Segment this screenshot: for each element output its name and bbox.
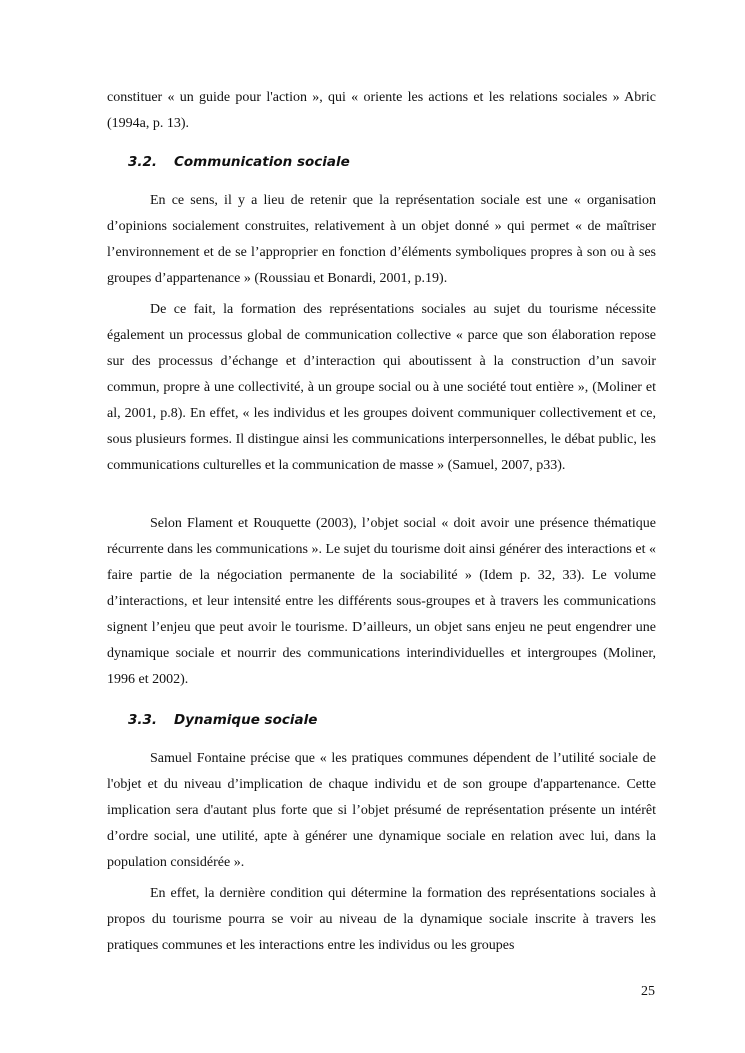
section-heading-3-2 [128, 152, 350, 172]
paragraph-communication-collective: De ce fait, la formation des représentations sociales au sujet du tourisme nécessite également un processus global de communication collective « parce que son élaboration repose sur des processus d’échange et d’interaction qui aboutissent à la construction d’un savoir commun, propre à une collectivité, à un groupe social ou à une société tout entière », (Moliner et al, 2001, p.8). En effet, « les individus et les groupes doivent communiquer collectivement et ce, sous plusieurs formes. Il distingue ainsi les communications interpersonnelles, le débat public, les communications culturelles et la communication de masse » (Samuel, 2007, p33). [107, 302, 656, 473]
paragraph-abric-continuation: constituer « un guide pour l'action », qui « oriente les actions et les relations sociales » Abric (1994a, p. 13). [107, 90, 656, 131]
page-number: 25 [641, 984, 655, 999]
paragraph-derniere-condition: En effet, la dernière condition qui détermine la formation des représentations sociales à propos du tourisme pourra se voir au niveau de la dynamique sociale inscrite à travers les pratiques communes et les interactions entre les individus ou les groupes [107, 886, 656, 953]
section-heading-3-3 [128, 710, 317, 730]
paragraph-samuel-fontaine: Samuel Fontaine précise que « les pratiques communes dépendent de l’utilité sociale de l'objet et du niveau d’implication de chaque individu et de son groupe d'appartenance. Cette implication sera d'autant plus forte que si l’objet présumé de représentation présente un intérêt d’ordre social, une utilité, apte à générer une dynamique sociale en relation avec lui, dans la population considérée ». [107, 751, 656, 870]
paragraph-flament-rouquette: Selon Flament et Rouquette (2003), l’objet social « doit avoir une présence thématique récurrente dans les communications ». Le sujet du tourisme doit ainsi générer des interactions et « faire partie de la négociation permanente de la sociabilité » (Idem p. 32, 33). Le volume d’interactions, et leur intensité entre les différents sous-groupes et à travers les communications signent l’enjeu que peut avoir le tourisme. D’ailleurs, un objet sans enjeu ne peut engendrer une dynamique sociale et nourrir des communications interindividuelles et intergroupes (Moliner, 1996 et 2002). [107, 516, 656, 687]
paragraph-representation-sociale: En ce sens, il y a lieu de retenir que la représentation sociale est une « organisation d’opinions socialement construites, relativement à un objet donné » qui permet « de maîtriser l’environnement et de se l’approprier en fonction d’éléments symboliques propres à son ou à ses groupes d’appartenance » (Roussiau et Bonardi, 2001, p.19). [107, 193, 656, 286]
section-title: Communication sociale [174, 154, 350, 170]
section-number: 3.3. [128, 712, 158, 728]
section-number: 3.2. [128, 154, 158, 170]
section-title: Dynamique sociale [174, 712, 318, 728]
